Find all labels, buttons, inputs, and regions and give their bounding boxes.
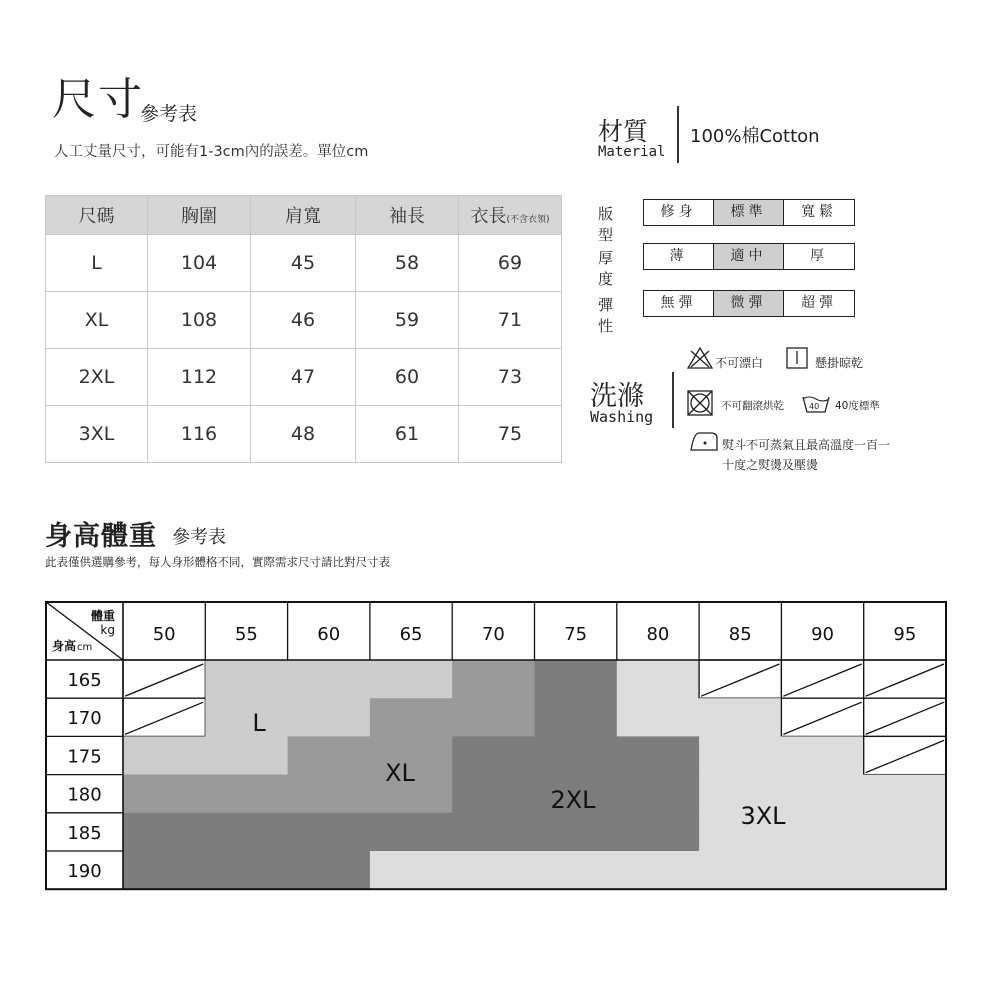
- weight-header: 80: [646, 624, 670, 645]
- size-zone-cell: [535, 851, 618, 890]
- height-weight-title: 身高體重: [45, 521, 157, 552]
- corner-height-label: 身高: [52, 639, 77, 653]
- cell-size: XL: [46, 292, 148, 349]
- size-zone-cell: [864, 813, 947, 852]
- cell-chest: 104: [148, 235, 251, 292]
- corner-weight-label: 體重: [90, 609, 115, 623]
- cell-chest: 116: [148, 406, 251, 463]
- weight-header: 85: [728, 624, 752, 645]
- size-zone-cell: [617, 736, 700, 775]
- size-zone-cell: [781, 736, 864, 775]
- size-zone-cell: [452, 851, 535, 890]
- size-zone-cell: [535, 813, 618, 852]
- size-zone-cell: [781, 813, 864, 852]
- size-zone-cell: [370, 660, 453, 699]
- iron-label-line1: 熨斗不可蒸氣且最高溫度一百一: [722, 438, 891, 452]
- cell-shoulder: 46: [251, 292, 356, 349]
- fit-option-selected: 微彈: [714, 291, 784, 316]
- cell-sleeve: 58: [356, 235, 459, 292]
- header-shoulder: 肩寬: [251, 196, 356, 235]
- weight-header: 75: [564, 624, 588, 645]
- header-size: 尺碼: [46, 196, 148, 235]
- size-zone-label: 2XL: [550, 786, 596, 814]
- cell-shoulder: 48: [251, 406, 356, 463]
- material-value: 100%棉Cotton: [690, 126, 820, 147]
- size-zone-cell: [123, 851, 206, 890]
- size-chart-title: 尺寸: [52, 74, 144, 125]
- height-label: 165: [67, 670, 102, 691]
- size-zone-cell: [617, 775, 700, 814]
- fit-option-selected: 適中: [714, 244, 784, 269]
- size-zone-cell: [288, 851, 371, 890]
- weight-header: 55: [234, 624, 258, 645]
- height-label: 180: [67, 784, 102, 806]
- weight-header: 65: [399, 624, 423, 645]
- size-zone-cell: [699, 851, 782, 890]
- fit-row-label: 彈性: [598, 296, 614, 335]
- fit-option-selected: 標準: [714, 200, 784, 225]
- wash-40-label: 40度標準: [835, 400, 880, 412]
- size-chart-subtitle: 參考表: [140, 103, 198, 125]
- size-zone-cell: [535, 736, 618, 775]
- weight-header: 95: [893, 624, 917, 645]
- size-zone-cell: [452, 660, 535, 699]
- cell-size: 2XL: [46, 349, 148, 406]
- size-zone-cell: [864, 775, 947, 814]
- cell-sleeve: 61: [356, 406, 459, 463]
- size-zone-cell: [205, 851, 288, 890]
- header-chest: 胸圍: [148, 196, 251, 235]
- size-zone-cell: [452, 698, 535, 737]
- header-length-label: 衣長: [470, 206, 507, 227]
- size-zone-cell: [288, 698, 371, 737]
- size-zone-label: 3XL: [740, 802, 786, 830]
- size-zone-cell: [288, 736, 371, 775]
- iron-label-line2: 十度之熨燙及壓燙: [722, 458, 819, 472]
- size-zone-cell: [617, 851, 700, 890]
- size-zone-cell: [781, 775, 864, 814]
- no-tumble-dry-label: 不可翻滾烘乾: [721, 400, 784, 412]
- size-zone-cell: [617, 698, 700, 737]
- size-zone-cell: [864, 851, 947, 890]
- cell-chest: 108: [148, 292, 251, 349]
- size-zone-cell: [205, 736, 288, 775]
- size-zone-cell: [205, 775, 288, 814]
- size-zone-cell: [452, 775, 535, 814]
- size-zone-cell: [617, 813, 700, 852]
- corner-weight-unit: kg: [100, 623, 115, 637]
- height-label: 185: [67, 822, 102, 844]
- fit-option: 超彈: [801, 295, 837, 311]
- weight-header: 50: [152, 624, 176, 645]
- size-zone-label: L: [252, 709, 266, 737]
- cell-sleeve: 59: [356, 292, 459, 349]
- hang-dry-label: 懸掛晾乾: [815, 356, 864, 370]
- size-zone-label: XL: [385, 759, 415, 787]
- size-zone-cell: [288, 775, 371, 814]
- corner-height-unit: cm: [77, 642, 93, 653]
- washing-subtitle: Washing: [590, 408, 654, 426]
- size-zone-cell: [370, 698, 453, 737]
- size-zone-cell: [205, 813, 288, 852]
- fit-option: 厚: [810, 248, 828, 264]
- cell-sleeve: 60: [356, 349, 459, 406]
- size-zone-cell: [617, 660, 700, 699]
- cell-length: 73: [459, 349, 562, 406]
- height-label: 190: [67, 861, 102, 882]
- material-subtitle: Material: [598, 144, 666, 160]
- cell-size: L: [46, 235, 148, 292]
- size-zone-cell: [123, 813, 206, 852]
- size-chart-note: 人工丈量尺寸，可能有1-3cm內的誤差。單位cm: [54, 144, 369, 160]
- cell-length: 75: [459, 406, 562, 463]
- fit-row-label: 厚度: [598, 249, 614, 288]
- height-weight-note: 此表僅供選購參考，每人身形體格不同，實際需求尺寸請比對尺寸表: [45, 555, 390, 569]
- size-zone-cell: [781, 851, 864, 890]
- fit-option: 修身: [644, 200, 714, 225]
- weight-header: 70: [481, 624, 505, 645]
- fit-row-label: 版型: [598, 205, 614, 244]
- size-zone-cell: [123, 775, 206, 814]
- size-zone-cell: [452, 813, 535, 852]
- size-zone-cell: [699, 698, 782, 737]
- size-zone-cell: [288, 660, 371, 699]
- washing-title: 洗滌: [590, 381, 644, 412]
- fit-option: 寬鬆: [801, 204, 837, 220]
- size-zone-cell: [535, 660, 618, 699]
- weight-header: 90: [811, 624, 835, 645]
- size-zone-cell: [699, 736, 782, 775]
- fit-option: 無彈: [644, 291, 714, 316]
- wash-40-icon-label: 40: [809, 402, 820, 411]
- fit-option: 薄: [644, 244, 714, 269]
- height-label: 170: [67, 708, 102, 730]
- size-zone-cell: [205, 698, 288, 737]
- no-bleach-label: 不可漂白: [715, 356, 764, 370]
- size-zone-cell: [123, 736, 206, 775]
- cell-length: 69: [459, 235, 562, 292]
- size-zone-cell: [452, 736, 535, 775]
- cell-chest: 112: [148, 349, 251, 406]
- height-weight-subtitle: 參考表: [172, 527, 226, 548]
- material-title: 材質: [598, 117, 649, 146]
- size-zone-cell: [205, 660, 288, 699]
- weight-header: 60: [317, 624, 341, 645]
- header-sleeve: 袖長: [356, 196, 459, 235]
- header-length-note: (不含衣領): [506, 215, 550, 225]
- size-zone-cell: [370, 813, 453, 852]
- height-label: 175: [67, 746, 102, 768]
- size-zone-cell: [370, 851, 453, 890]
- size-zone-cell: [535, 698, 618, 737]
- size-zone-cell: [288, 813, 371, 852]
- cell-shoulder: 45: [251, 235, 356, 292]
- cell-length: 71: [459, 292, 562, 349]
- cell-shoulder: 47: [251, 349, 356, 406]
- cell-size: 3XL: [46, 406, 148, 463]
